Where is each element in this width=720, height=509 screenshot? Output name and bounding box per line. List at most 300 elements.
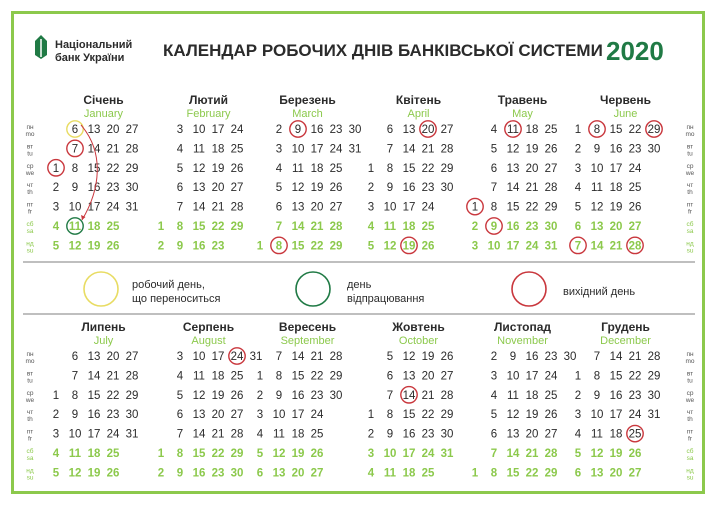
calendar-day: 19: [421, 351, 435, 363]
bank-name-line2: банк України: [55, 52, 125, 64]
calendar-day: 1: [574, 124, 582, 136]
calendar-day: 25: [106, 221, 120, 233]
calendar-day: 17: [211, 351, 225, 363]
calendar-day: 13: [506, 162, 520, 175]
calendar-day: 30: [544, 221, 558, 233]
calendar-day: 28: [329, 351, 343, 363]
calendar-day: 30: [125, 409, 139, 422]
calendar-day: 31: [348, 143, 362, 156]
calendar-day: 20: [310, 201, 324, 214]
calendar-day: 4: [367, 467, 375, 480]
calendar-day: 17: [609, 409, 623, 422]
calendar-year: 2020: [606, 36, 664, 66]
calendar-day: 4: [574, 182, 582, 195]
calendar-day: 12: [590, 201, 604, 214]
calendar-day: 18: [609, 428, 623, 441]
calendar-day: 22: [211, 448, 225, 460]
calendar-day: 28: [230, 201, 244, 214]
calendar-day: 14: [402, 389, 416, 402]
calendar-day: 16: [525, 351, 539, 363]
calendar-day: 14: [291, 351, 305, 363]
calendar-day: 8: [275, 370, 283, 383]
weekday-label: пн: [686, 351, 694, 358]
weekday-label: mo: [25, 131, 35, 138]
calendar-day: 15: [291, 240, 305, 253]
calendar-day: 14: [87, 143, 101, 156]
calendar-day: 18: [525, 389, 539, 402]
calendar-day: 15: [609, 124, 623, 136]
weekday-label: mo: [685, 131, 695, 138]
calendar-day: 10: [68, 201, 82, 214]
month-name-en: February: [186, 108, 231, 120]
calendar-day: 22: [106, 162, 120, 175]
calendar-day: 17: [87, 201, 101, 214]
weekday-label: вт: [686, 143, 694, 151]
calendar-day: 19: [609, 448, 623, 460]
calendar-day: 8: [176, 448, 184, 460]
calendar-day: 2: [157, 467, 165, 480]
calendar-day: 20: [106, 351, 120, 363]
calendar-day: 21: [421, 389, 435, 402]
calendar-day: 9: [71, 409, 79, 422]
calendar-day: 20: [609, 221, 623, 233]
calendar-day: 7: [71, 143, 79, 156]
calendar-day: 16: [506, 221, 520, 233]
month-name-en: September: [280, 335, 335, 347]
weekday-label: mo: [25, 358, 35, 365]
weekday-label: чт: [26, 409, 34, 417]
calendar-day: 30: [647, 143, 661, 156]
calendar-day: 17: [87, 428, 101, 441]
calendar-day: 2: [367, 428, 375, 441]
month-name: Липень: [81, 320, 126, 334]
calendar-day: 11: [193, 143, 205, 156]
calendar-day: 24: [230, 124, 244, 136]
calendar-day: 2: [367, 182, 375, 195]
weekday-label: пн: [26, 124, 34, 131]
calendar-day: 5: [574, 201, 582, 214]
calendar-day: 20: [525, 428, 539, 441]
calendar-day: 12: [68, 467, 82, 480]
calendar-day: 4: [490, 124, 498, 136]
calendar-day: 4: [367, 221, 375, 233]
calendar-day: 23: [106, 409, 120, 422]
calendar-day: 19: [87, 240, 101, 253]
calendar-day: 17: [310, 143, 324, 156]
calendar-day: 13: [506, 428, 520, 441]
calendar-day: 21: [211, 201, 225, 214]
calendar-day: 9: [386, 182, 394, 195]
calendar-day: 30: [125, 182, 139, 195]
weekday-label: sa: [26, 455, 34, 462]
weekday-label: th: [687, 189, 693, 197]
calendar-day: 3: [574, 162, 582, 175]
month-name: Лютий: [189, 93, 228, 107]
calendar-day: 21: [106, 370, 120, 383]
month-name-en: July: [93, 335, 114, 347]
calendar-day: 13: [87, 124, 101, 136]
calendar-day: 3: [256, 409, 264, 422]
calendar-day: 6: [176, 409, 184, 422]
calendar-day: 16: [291, 389, 305, 402]
calendar-day: 30: [440, 182, 454, 195]
weekday-label: сб: [686, 221, 694, 228]
calendar-day: 29: [230, 448, 244, 460]
calendar-day: 11: [273, 428, 285, 441]
calendar-day: 19: [211, 389, 225, 402]
calendar-day: 15: [87, 389, 101, 402]
calendar-day: 1: [256, 240, 264, 253]
calendar-day: 27: [628, 221, 642, 233]
calendar-day: 20: [211, 409, 225, 422]
calendar-day: 22: [421, 409, 435, 422]
weekday-label: сб: [686, 448, 694, 455]
calendar-day: 19: [87, 467, 101, 480]
calendar-day: 5: [490, 143, 498, 156]
calendar-day: 23: [211, 240, 225, 253]
calendar-day: 10: [383, 201, 397, 214]
calendar-day: 15: [192, 448, 206, 460]
weekday-label: пт: [26, 201, 34, 209]
calendar-day: 5: [574, 448, 582, 460]
calendar-day: 7: [275, 351, 283, 363]
month-name: Жовтень: [392, 320, 445, 334]
calendar-day: 21: [525, 448, 539, 460]
calendar-day: 28: [230, 428, 244, 441]
weekday-label: сб: [26, 221, 34, 228]
calendar-day: 2: [490, 351, 498, 363]
weekday-label: su: [686, 474, 694, 482]
calendar-day: 30: [563, 351, 577, 363]
calendar-day: 5: [386, 351, 394, 363]
calendar-day: 5: [490, 409, 498, 422]
calendar-day: 9: [593, 389, 601, 402]
weekday-label: su: [686, 247, 694, 255]
calendar-day: 10: [291, 143, 305, 156]
calendar-day: 25: [421, 467, 435, 480]
calendar-day: 9: [176, 240, 184, 253]
calendar-day: 10: [383, 448, 397, 460]
calendar-day: 8: [386, 409, 394, 422]
calendar-day: 28: [440, 389, 454, 402]
calendar-day: 30: [329, 389, 343, 402]
calendar-day: 1: [157, 448, 165, 460]
calendar-day: 8: [386, 162, 394, 175]
calendar-day: 9: [275, 389, 283, 402]
calendar-day: 27: [230, 182, 244, 195]
calendar-day: 1: [471, 467, 479, 480]
calendar-day: 10: [192, 351, 206, 363]
calendar-day: 11: [591, 182, 603, 195]
calendar-day: 3: [367, 448, 375, 460]
calendar-day: 10: [68, 428, 82, 441]
calendar-day: 28: [628, 240, 642, 253]
legend-holiday-label: вихідний день: [563, 286, 636, 298]
month-name: Вересень: [278, 320, 337, 334]
calendar-day: 14: [87, 370, 101, 383]
calendar-day: 1: [256, 370, 264, 383]
calendar-day: 15: [402, 162, 416, 175]
calendar-day: 27: [440, 124, 454, 136]
weekday-label: fr: [688, 208, 692, 216]
month-name-en: May: [512, 108, 533, 120]
calendar-day: 7: [593, 351, 601, 363]
calendar-day: 16: [192, 467, 206, 480]
calendar-day: 29: [647, 370, 661, 383]
calendar-day: 25: [329, 162, 343, 175]
calendar-day: 17: [506, 240, 520, 253]
weekday-label: we: [685, 169, 695, 177]
legend-working-off-circle: [296, 272, 330, 306]
calendar-day: 26: [440, 351, 454, 363]
month-name-en: November: [497, 335, 548, 347]
calendar-day: 14: [506, 182, 520, 195]
calendar-day: 24: [421, 448, 435, 460]
month-name-en: April: [407, 108, 430, 120]
calendar-day: 5: [52, 240, 60, 253]
calendar-day: 26: [106, 240, 120, 253]
calendar-day: 19: [402, 240, 416, 253]
calendar-day: 13: [272, 467, 286, 480]
calendar-day: 3: [176, 124, 184, 136]
legend-working-off-label: день відпрацювання: [347, 279, 425, 305]
calendar-day: 13: [192, 409, 206, 422]
calendar-day: 23: [329, 124, 343, 136]
calendar-day: 21: [628, 351, 642, 363]
calendar-day: 22: [421, 162, 435, 175]
calendar-day: 8: [71, 389, 79, 402]
weekday-label: tu: [27, 150, 33, 158]
calendar-day: 3: [52, 428, 60, 441]
weekday-label: нд: [26, 240, 34, 248]
calendar-day: 1: [367, 409, 375, 422]
calendar-day: 3: [52, 201, 60, 214]
calendar-day: 17: [402, 448, 416, 460]
weekday-label: tu: [687, 150, 693, 158]
calendar-day: 8: [593, 124, 601, 136]
calendar-day: 31: [249, 351, 263, 363]
weekday-label: su: [26, 474, 34, 482]
calendar-day: 12: [402, 351, 416, 363]
calendar-day: 16: [402, 182, 416, 195]
calendar-day: 4: [275, 162, 283, 175]
weekday-label: вт: [26, 143, 34, 151]
calendar-day: 24: [628, 409, 642, 422]
calendar-day: 22: [628, 370, 642, 383]
calendar-day: 4: [256, 428, 264, 441]
calendar-day: 7: [275, 221, 283, 233]
weekday-label: tu: [687, 377, 693, 385]
calendar-day: 2: [574, 389, 582, 402]
calendar-day: 30: [647, 389, 661, 402]
calendar-day: 31: [125, 201, 139, 214]
calendar-day: 13: [291, 201, 305, 214]
calendar-day: 26: [544, 143, 558, 156]
calendar-day: 11: [383, 221, 397, 233]
weekday-label: вт: [686, 370, 694, 378]
calendar-day: 1: [157, 221, 165, 233]
calendar-day: 6: [574, 221, 582, 233]
weekday-label: нд: [686, 240, 694, 248]
calendar-day: 9: [71, 182, 79, 195]
weekday-label: ср: [686, 389, 694, 397]
calendar-day: 2: [52, 409, 60, 422]
calendar-day: 3: [574, 409, 582, 422]
calendar-day: 21: [211, 428, 225, 441]
calendar-day: 21: [421, 143, 435, 156]
calendar-day: 2: [256, 389, 264, 402]
calendar-day: 29: [329, 240, 343, 253]
calendar-day: 30: [230, 467, 244, 480]
calendar-day: 28: [125, 143, 139, 156]
calendar-day: 24: [544, 370, 558, 383]
calendar-day: 28: [647, 351, 661, 363]
calendar-day: 26: [329, 182, 343, 195]
calendar-day: 12: [192, 389, 206, 402]
weekday-label: fr: [28, 435, 32, 443]
calendar-day: 5: [275, 182, 283, 195]
weekday-label: su: [26, 247, 34, 255]
calendar-day: 6: [256, 467, 264, 480]
calendar-day: 7: [490, 448, 498, 460]
calendar-day: 11: [591, 428, 603, 441]
calendar-day: 23: [106, 182, 120, 195]
calendar-day: 27: [329, 201, 343, 214]
calendar-day: 12: [192, 162, 206, 175]
calendar-day: 24: [106, 201, 120, 214]
calendar-day: 13: [590, 467, 604, 480]
calendar-day: 11: [68, 448, 82, 460]
calendar-day: 8: [490, 201, 498, 214]
calendar-day: 27: [628, 467, 642, 480]
month-name-en: January: [83, 108, 124, 120]
calendar-day: 12: [590, 448, 604, 460]
calendar-day: 10: [192, 124, 206, 136]
calendar-day: 19: [291, 448, 305, 460]
calendar-day: 6: [574, 467, 582, 480]
calendar-day: 24: [106, 428, 120, 441]
calendar-day: 20: [609, 467, 623, 480]
weekday-label: fr: [688, 435, 692, 443]
calendar-day: 22: [106, 389, 120, 402]
calendar-day: 7: [176, 201, 184, 214]
calendar-day: 20: [106, 124, 120, 136]
calendar-day: 22: [525, 467, 539, 480]
calendar-day: 15: [87, 162, 101, 175]
calendar-day: 21: [310, 351, 324, 363]
calendar-day: 19: [310, 182, 324, 195]
calendar-day: 7: [490, 182, 498, 195]
calendar-day: 23: [525, 221, 539, 233]
calendar-day: 18: [402, 467, 416, 480]
calendar-day: 25: [230, 370, 244, 383]
calendar-day: 26: [230, 389, 244, 402]
weekday-label: sa: [686, 228, 694, 235]
calendar-day: 4: [52, 221, 60, 233]
weekday-label: нд: [26, 467, 34, 475]
calendar-day: 27: [310, 467, 324, 480]
calendar-day: 4: [176, 370, 184, 383]
calendar-day: 2: [275, 124, 283, 136]
calendar-day: 3: [275, 143, 283, 156]
calendar-day: 16: [310, 124, 324, 136]
weekday-label: ср: [26, 389, 34, 397]
calendar-day: 9: [593, 143, 601, 156]
weekday-label: fr: [28, 208, 32, 216]
calendar-day: 6: [490, 428, 498, 441]
month-name: Червень: [600, 93, 651, 107]
calendar-day: 6: [386, 124, 394, 136]
calendar-day: 17: [525, 370, 539, 383]
calendar-day: 2: [471, 221, 479, 233]
calendar-day: 23: [421, 428, 435, 441]
month-name: Травень: [497, 93, 548, 107]
weekday-label: ср: [26, 162, 34, 170]
calendar-day: 20: [291, 467, 305, 480]
calendar-day: 29: [544, 467, 558, 480]
month-name: Березень: [279, 93, 336, 107]
weekday-label: пн: [686, 124, 694, 131]
calendar-day: 24: [421, 201, 435, 214]
calendar-day: 6: [71, 124, 79, 136]
calendar-day: 29: [440, 162, 454, 175]
calendar-day: 18: [211, 143, 225, 156]
calendar-day: 13: [87, 351, 101, 363]
weekday-label: we: [25, 396, 35, 404]
weekday-label: пт: [686, 201, 694, 209]
calendar-day: 17: [402, 201, 416, 214]
calendar-day: 23: [628, 143, 642, 156]
calendar-day: 19: [211, 162, 225, 175]
calendar-day: 7: [386, 143, 394, 156]
calendar-day: 4: [176, 143, 184, 156]
calendar-day: 15: [402, 409, 416, 422]
calendar-day: 6: [176, 182, 184, 195]
calendar-day: 22: [310, 240, 324, 253]
calendar-day: 25: [106, 448, 120, 460]
calendar-day: 19: [609, 201, 623, 214]
calendar-day: 23: [628, 389, 642, 402]
calendar-day: 15: [609, 370, 623, 383]
calendar-day: 26: [310, 448, 324, 460]
calendar-day: 11: [383, 467, 397, 480]
calendar-day: 23: [211, 467, 225, 480]
calendar-day: 9: [490, 221, 498, 233]
weekday-label: чт: [686, 182, 694, 190]
month-name: Січень: [83, 93, 124, 107]
bank-name-line1: Національний: [55, 39, 133, 51]
calendar-day: 16: [609, 389, 623, 402]
calendar-day: 23: [310, 389, 324, 402]
calendar-day: 28: [544, 448, 558, 460]
calendar-day: 18: [402, 221, 416, 233]
weekday-label: пт: [686, 428, 694, 436]
calendar-day: 11: [193, 370, 205, 383]
calendar-day: 13: [192, 182, 206, 195]
weekday-label: вт: [26, 370, 34, 378]
calendar-day: 25: [628, 182, 642, 195]
calendar-day: 28: [125, 370, 139, 383]
calendar-day: 11: [507, 389, 519, 402]
calendar-day: 6: [386, 370, 394, 383]
calendar-day: 27: [544, 428, 558, 441]
calendar-day: 5: [176, 389, 184, 402]
calendar-day: 11: [68, 221, 82, 233]
calendar-day: 29: [329, 370, 343, 383]
calendar-day: 27: [125, 124, 139, 136]
calendar-day: 15: [192, 221, 206, 233]
calendar-day: 12: [506, 409, 520, 422]
